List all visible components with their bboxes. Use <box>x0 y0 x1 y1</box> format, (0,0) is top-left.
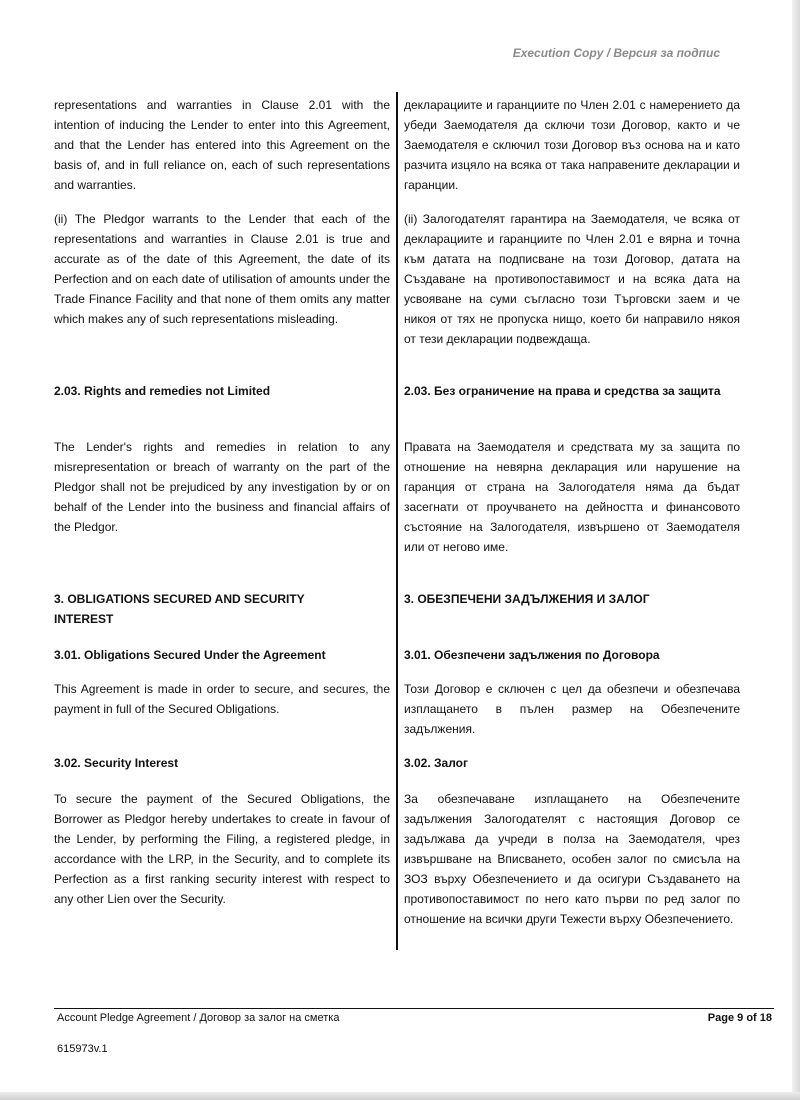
left-paragraph-1: representations and warranties in Clause 2.01 with the intention of inducing the Lender to enter into this Agreement, and that the Lender has entered into this Agreement on the basis of, and in full reliance on, each of such representations and warranties. <box>54 98 390 192</box>
right-heading-3: 3. ОБЕЗПЕЧЕНИ ЗАДЪЛЖЕНИЯ И ЗАЛОГ <box>404 592 650 606</box>
right-paragraph-3: Правата на Заемодателя и средствата му за защита по отношение на невярна декларация или нарушение на гаранция от страна на Залогодателя няма да бъдат засегнати от проучването на дейността и финансовото състояние на Залогодателя, извършено от Заемодателя или от негово име. <box>404 440 740 554</box>
right-paragraph-2: (ii) Залогодателят гарантира на Заемодателя, че всяка от декларациите и гаранциите по Член 2.01 е вярна и точна към датата на подписване на този Договор, датата на Създаване на противопоставимост и на всяка дата на усвояване на суми съгласно този Търговски заем и че никоя от тях не пропуска нищо, което би направило някоя от тези декларации подвеждаща. <box>404 212 740 346</box>
left-paragraph-5: To secure the payment of the Secured Obligations, the Borrower as Pledgor hereby undertakes to create in favour of the Lender, by performing the Filing, a registered pledge, in accordance with the LRP, in the Security, and to complete its Perfection as a first ranking security interest with respect to any other Lien over the Security. <box>54 792 390 906</box>
left-heading-3-02: 3.02. Security Interest <box>54 756 179 770</box>
footer-rule <box>54 1008 774 1009</box>
footer-document-title: Account Pledge Agreement / Договор за залог на сметка <box>57 1012 340 1024</box>
page-shadow-bottom <box>0 1092 800 1100</box>
right-heading-3-01: 3.01. Обезпечени задължения по Договора <box>404 648 660 662</box>
left-paragraph-4: This Agreement is made in order to secure, and secures, the payment in full of the Secured Obligations. <box>54 682 390 716</box>
execution-copy-label: Execution Copy / Версия за подпис <box>512 46 720 60</box>
footer-page-number: Page 9 of 18 <box>707 1012 772 1024</box>
page-shadow-right <box>792 0 800 1100</box>
left-paragraph-3: The Lender's rights and remedies in relation to any misrepresentation or breach of warranty on the part of the Pledgor shall not be prejudiced by any investigation by or on behalf of the Lender into the business and financial affairs of the Pledgor. <box>54 440 390 534</box>
left-heading-2-03: 2.03. Rights and remedies not Limited <box>54 384 271 398</box>
right-heading-3-02: 3.02. Залог <box>404 756 469 770</box>
left-heading-3-01: 3.01. Obligations Secured Under the Agreement <box>54 648 326 662</box>
left-paragraph-2: (ii) The Pledgor warrants to the Lender that each of the representations and warranties in Clause 2.01 is true and accurate as of the date of this Agreement, the date of its Perfection and on each date of utilisation of amounts under the Trade Finance Facility and that none of them omits any matter which makes any of such representations misleading. <box>54 212 390 326</box>
right-heading-2-03: 2.03. Без ограничение на права и средства за защита <box>404 384 721 398</box>
column-divider <box>396 92 398 950</box>
right-paragraph-5: За обезпечаване изплащането на Обезпечените задължения Залогодателят с настоящия Договор се задължава да учреди в полза на Заемодателя, чрез извършване на Вписването, особен залог по смисъла на ЗОЗ върху Обезпечението и да осигури Създаването на противопоставимост по него като първи по ред залог по отношение на всички други Тежести върху Обезпечението. <box>404 792 740 926</box>
right-paragraph-4: Този Договор е сключен с цел да обезпечи и обезпечава изплащането в пълен размер на Обезпечените задължения. <box>404 682 740 736</box>
left-heading-3: 3. OBLIGATIONS SECURED AND SECURITY INTEREST <box>54 592 305 626</box>
document-id: 615973v.1 <box>57 1043 108 1055</box>
right-paragraph-1: декларациите и гаранциите по Член 2.01 с намерението да убеди Заемодателя да сключи този Договор, както и че Заемодателя е сключил този Договор въз основа на и като разчита изцяло на всяка от така направените декларации и гаранции. <box>404 98 740 192</box>
